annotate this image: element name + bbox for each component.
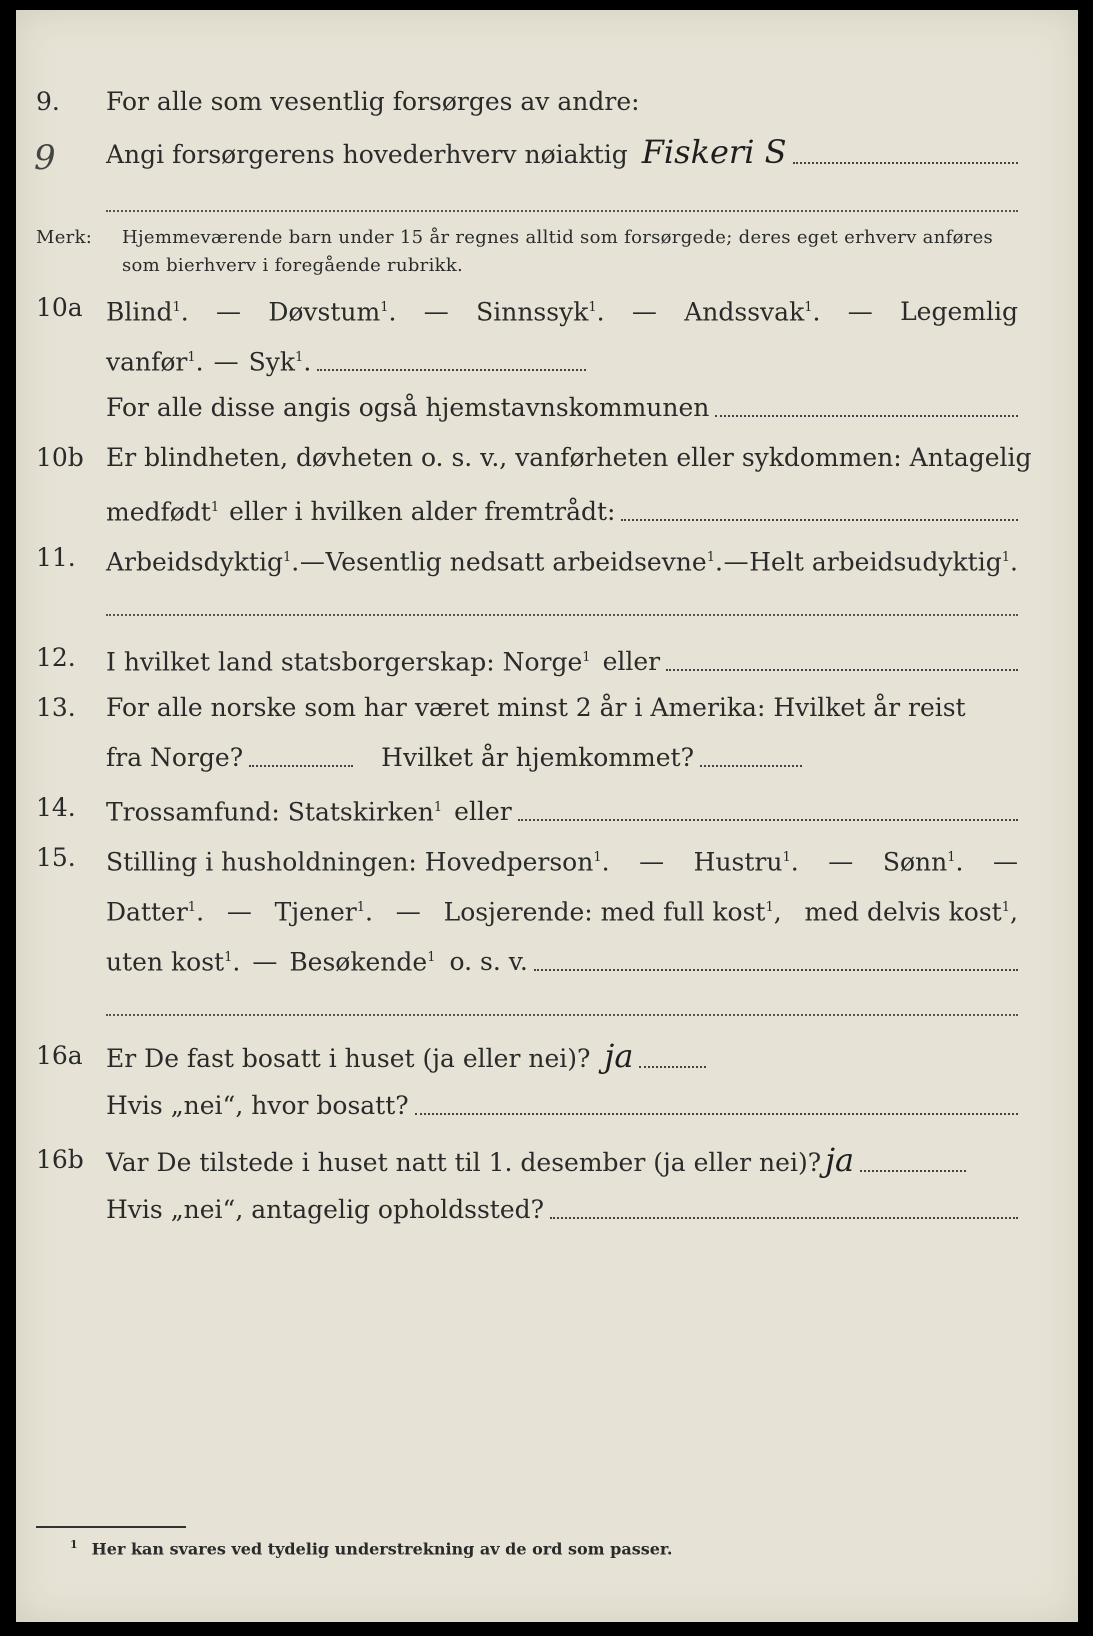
option-uten-kost: uten kost$^1$. xyxy=(106,947,241,977)
q13-reist-label: fra Norge? xyxy=(106,743,244,772)
merk-text: Hjemmeværende barn under 15 år regnes alltid som forsørgede; deres eget erhverv anføres som bierhverv i foregående rubrikk. xyxy=(122,227,994,276)
q15-osv: o. s. v. xyxy=(449,947,528,977)
footnote-mark: 1 xyxy=(70,1538,78,1551)
q10b-answer-line[interactable] xyxy=(621,519,1018,521)
dash: — xyxy=(252,947,278,977)
option-legemlig[interactable]: Legemlig xyxy=(900,297,1018,327)
dash: — xyxy=(631,297,657,327)
q15-line2-wrap xyxy=(106,892,1018,928)
q16b-text: Var De tilstede i huset natt til 1. desember (ja eller nei)? xyxy=(106,1148,822,1177)
q16b-number: 16b xyxy=(36,1145,84,1174)
q16a-line2-wrap xyxy=(106,1090,1018,1122)
q12-wrap xyxy=(106,642,1018,678)
merk-label: Merk: xyxy=(36,227,93,248)
option-medfodt: medfødt$^1$ xyxy=(106,497,220,527)
dash: — xyxy=(216,297,242,327)
q16b-line1-wrap xyxy=(106,1141,966,1179)
q12-text: I hvilket land statsborgerskap: Norge$^1$ xyxy=(106,647,591,677)
dash: — xyxy=(639,847,665,877)
q12-tail: eller xyxy=(602,647,661,677)
q12-number: 12. xyxy=(36,643,76,672)
dash: — xyxy=(226,897,252,927)
q10b-text2: eller i hvilken alder fremtrådt: xyxy=(229,497,616,527)
q16b-answer[interactable]: ja xyxy=(825,1141,855,1179)
dash: — xyxy=(299,547,325,577)
option-full-kost: Losjerende: med full kost$^1$, xyxy=(443,897,782,927)
q16a-line1-wrap xyxy=(106,1037,706,1075)
q10b-text1: Er blindheten, døvheten o. s. v., vanførheten eller sykdommen: Antagelig xyxy=(106,443,1032,472)
margin-mark: 9 xyxy=(34,138,56,178)
census-form-page xyxy=(16,10,1078,1622)
q9-text1: For alle som vesentlig forsørges av andre: xyxy=(106,87,640,116)
dash: — xyxy=(992,847,1018,877)
q15-line3-wrap xyxy=(106,942,1018,978)
q13-number: 13. xyxy=(36,693,76,722)
q14-answer-line[interactable] xyxy=(518,819,1018,821)
q13-hjem-label: Hvilket år hjemkommet? xyxy=(381,743,695,772)
dash: — xyxy=(723,547,749,577)
option-besokende: Besøkende$^1$ xyxy=(289,947,436,977)
q16a-answer-line xyxy=(639,1066,706,1068)
option-nedsatt: Vesentlig nedsatt arbeidsevne$^1$. xyxy=(325,547,723,577)
option-dovstum: Døvstum$^1$. xyxy=(268,297,397,327)
option-delvis-kost: med delvis kost$^1$, xyxy=(804,897,1018,927)
q10a-hjemstavn-text: For alle disse angis også hjemstavnskommunen xyxy=(106,393,710,422)
dash: — xyxy=(213,347,239,377)
q10a-items xyxy=(106,292,1018,328)
option-sonn: Sønn$^1$. xyxy=(882,847,964,877)
footnote-text: Her kan svares ved tydelig understrekning av de ord som passer. xyxy=(91,1539,673,1559)
q16b-text2: Hvis „nei“, antagelig opholdssted? xyxy=(106,1195,545,1224)
q16a-text: Er De fast bosatt i huset (ja eller nei)? xyxy=(106,1044,591,1073)
dash: — xyxy=(395,897,421,927)
q9-number: 9. xyxy=(36,87,60,116)
q15-extra-line xyxy=(106,1014,1018,1016)
option-hovedperson: Stilling i husholdningen: Hovedperson$^1$. xyxy=(106,847,610,877)
q16b-answer-line xyxy=(860,1170,966,1172)
q13-reist-line[interactable] xyxy=(249,765,353,767)
q14-wrap xyxy=(106,792,1018,828)
dash: — xyxy=(847,297,873,327)
q9-line2-wrap xyxy=(106,133,1018,171)
option-sinnssyk: Sinnssyk$^1$. xyxy=(476,297,605,327)
q16a-bosatt-line[interactable] xyxy=(415,1113,1018,1115)
option-blind: Blind$^1$. xyxy=(106,297,189,327)
q11-number: 11. xyxy=(36,543,76,572)
q16a-number: 16a xyxy=(36,1041,83,1070)
q14-number: 14. xyxy=(36,793,76,822)
option-arbeidsdyktig: Arbeidsdyktig$^1$. xyxy=(106,547,300,577)
option-tjener: Tjener$^1$. xyxy=(274,897,373,927)
q15-answer-line[interactable] xyxy=(534,969,1018,971)
q15-line1-wrap xyxy=(106,842,1018,878)
q14-tail: eller xyxy=(454,797,512,827)
q16a-text2: Hvis „nei“, hvor bosatt? xyxy=(106,1091,409,1120)
q13-line2-wrap xyxy=(106,742,802,774)
option-datter: Datter$^1$. xyxy=(106,897,205,927)
q10b-line2-wrap xyxy=(106,492,1018,528)
q12-answer-line[interactable] xyxy=(666,669,1018,671)
q16b-opholdssted-line[interactable] xyxy=(550,1217,1018,1219)
q10a-line3-wrap xyxy=(106,392,1018,424)
option-udyktig: Helt arbeidsudyktig$^1$. xyxy=(749,547,1018,577)
q10a-syk-line xyxy=(317,369,586,371)
q13-hjem-line[interactable] xyxy=(700,765,802,767)
q10a-hjemstavn-line[interactable] xyxy=(715,415,1018,417)
q9-answer-line xyxy=(793,162,1018,164)
footnote xyxy=(70,1538,672,1558)
option-hustru: Hustru$^1$. xyxy=(693,847,799,877)
footnote-rule xyxy=(36,1526,186,1528)
option-syk: Syk$^1$. xyxy=(248,347,312,377)
q9-answer[interactable]: Fiskeri S xyxy=(641,133,787,171)
q13-text1: For alle norske som har været minst 2 år i Amerika: Hvilket år reist xyxy=(106,693,966,722)
dash: — xyxy=(423,297,449,327)
q16a-answer[interactable]: ja xyxy=(604,1037,634,1075)
q10b-number: 10b xyxy=(36,443,84,472)
option-vanfor: vanfør$^1$. xyxy=(106,347,204,377)
q15-number: 15. xyxy=(36,843,76,872)
q10a-line2-wrap xyxy=(106,342,586,378)
q10a-number: 10a xyxy=(36,293,83,322)
q11-options xyxy=(106,542,1018,578)
q14-text: Trossamfund: Statskirken$^1$ xyxy=(106,797,443,827)
q9-extra-line xyxy=(106,210,1018,212)
dash: — xyxy=(828,847,854,877)
q9-text2: Angi forsørgerens hovederhverv nøiaktig xyxy=(106,140,628,169)
q16b-line2-wrap xyxy=(106,1194,1018,1226)
q11-extra-line xyxy=(106,614,1018,616)
option-andssvak: Andssvak$^1$. xyxy=(684,297,821,327)
